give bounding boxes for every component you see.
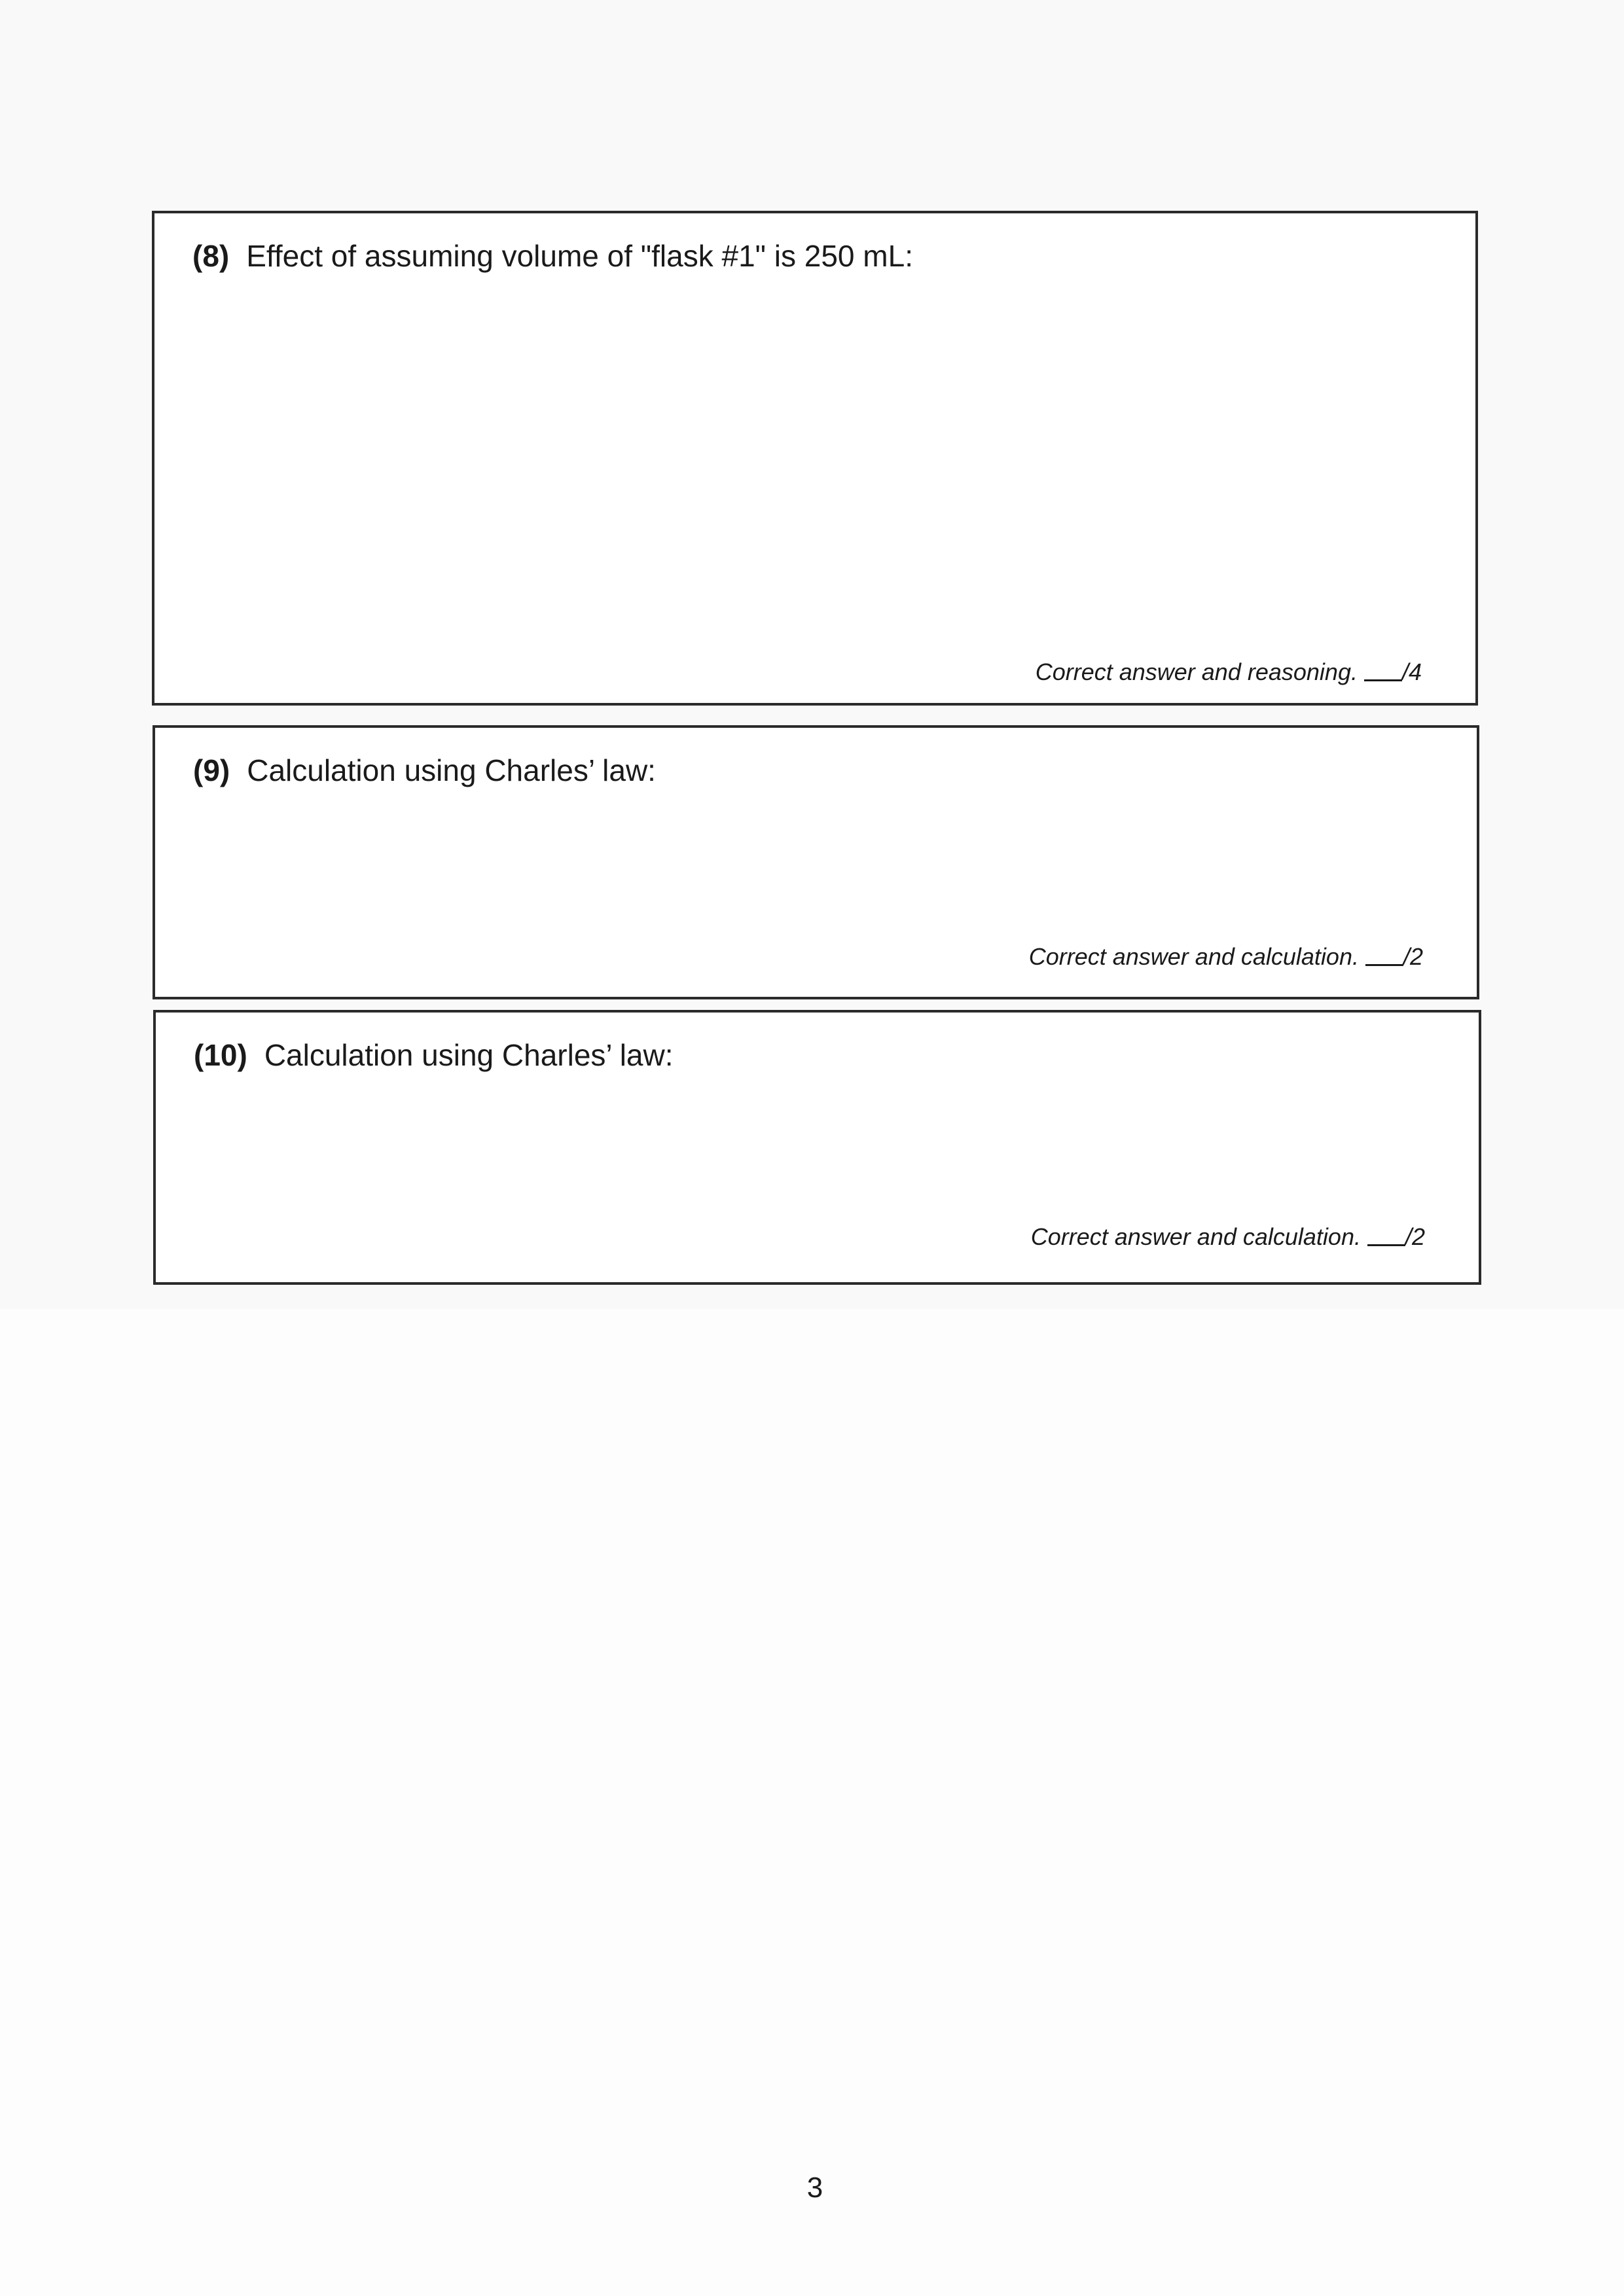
question-number: (10) xyxy=(194,1038,247,1072)
question-prompt: Calculation using Charles’ law: xyxy=(264,1038,674,1072)
score-blank[interactable] xyxy=(1364,679,1402,681)
score-line xyxy=(1029,943,1423,971)
question-10-heading xyxy=(194,1040,674,1070)
question-prompt: Calculation using Charles’ law: xyxy=(247,753,656,787)
question-number: (9) xyxy=(193,753,230,787)
max-score: /2 xyxy=(1405,1223,1425,1250)
marking-criteria: Correct answer and reasoning. xyxy=(1035,658,1358,685)
score-blank[interactable] xyxy=(1365,964,1403,966)
page-number: 3 xyxy=(806,2172,823,2204)
score-blank[interactable] xyxy=(1367,1244,1405,1246)
marking-criteria: Correct answer and calculation. xyxy=(1030,1223,1361,1250)
max-score: /4 xyxy=(1401,658,1422,685)
answer-box-question-8[interactable] xyxy=(152,211,1478,706)
answer-box-question-10[interactable] xyxy=(153,1010,1481,1285)
question-9-heading xyxy=(193,755,656,785)
max-score: /2 xyxy=(1403,943,1423,970)
question-8-heading xyxy=(192,241,913,271)
score-line xyxy=(1031,1223,1425,1251)
score-line xyxy=(1036,658,1422,686)
question-number: (8) xyxy=(192,239,230,273)
marking-criteria: Correct answer and calculation. xyxy=(1028,943,1359,970)
question-prompt: Effect of assuming volume of "flask #1" is 250 mL: xyxy=(246,239,913,273)
answer-box-question-9[interactable] xyxy=(153,725,1479,999)
